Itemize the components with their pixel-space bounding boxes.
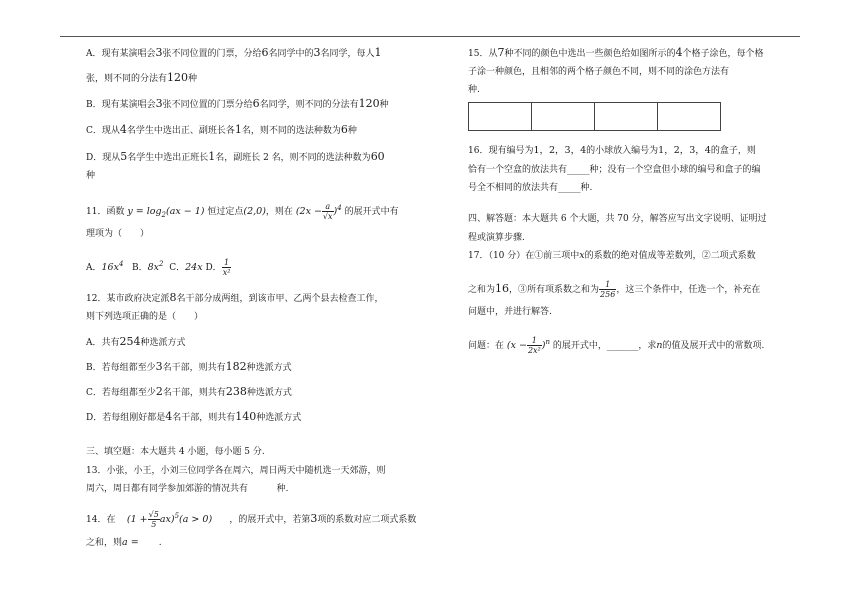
question-12-line2: 则下列选项正确的是（ ） bbox=[86, 312, 204, 322]
question-12-option-d: D．若每组刚好都是4名干部，则共有140种选派方式 bbox=[86, 410, 302, 423]
grid-cell bbox=[658, 103, 720, 130]
question-17-line2: 之和为16，③所有项系数之和为 $\frac{1}{256}$ ，这三个条件中，任选一个，补充在 bbox=[468, 280, 761, 299]
question-12-option-c: C．若每组都至少2名干部，则共有238种选派方式 bbox=[86, 385, 292, 398]
question-16-line3: 号全不相同的放法共有_____种. bbox=[468, 183, 593, 193]
question-14-line1: 14．在 (1 + $\frac{√5}{5}$ ax)$^5$(a > 0) ，的展开式中，若第3项的系数对应二项式系数 bbox=[86, 510, 417, 529]
question-16-line1: 16．现有编号为1，2，3，4的小球放入编号为1，2，3，4的盒子，则 bbox=[468, 145, 756, 156]
question-15-line1: 15．从7种不同的颜色中选出一些颜色给如图所示的4个格子涂色，每个格 bbox=[468, 46, 764, 59]
question-15-line2: 子涂一种颜色，且相邻的两个格子颜色不同，则不同的涂色方法有 bbox=[468, 67, 730, 77]
option-d-line1: D．现从5名学生中选出正班长1名，副班长 2 名，则不同的选法种数为60 bbox=[86, 150, 385, 163]
section-4-heading-line2: 程或演算步骤. bbox=[468, 233, 525, 243]
q17-expr-fraction: $\frac{1}{\text{2x²}}$ bbox=[527, 336, 541, 355]
grid-cell bbox=[469, 103, 532, 130]
question-17-line1: 17．（10 分）在①前三项中x的系数的绝对值成等差数列，②二项式系数 bbox=[468, 250, 756, 261]
q17-fraction: $\frac{1}{256}$ bbox=[600, 280, 616, 299]
section-4-heading-line1: 四、解答题：本大题共 6 个大题，共 70 分，解答应写出文字说明、证明过 bbox=[468, 214, 767, 224]
q14-fraction: $\frac{√5}{5}$ bbox=[148, 510, 159, 529]
coloring-grid bbox=[468, 102, 721, 131]
question-12-option-b: B．若每组都至少3名干部，则共有182种选派方式 bbox=[86, 360, 292, 373]
question-17-line3: 问题中，并进行解答. bbox=[468, 307, 552, 317]
question-14-line2: 之和，则a = . bbox=[86, 537, 162, 548]
question-15-line3: 种. bbox=[468, 85, 480, 95]
question-11-options: A．$16x^4$ B．$8x^2$ C．24x D． $\frac{1}{\text{x²}}$ bbox=[86, 258, 231, 277]
option-c: C．现从4名学生中选出正、副班长各1名，则不同的选法种数为6种 bbox=[86, 123, 357, 136]
grid-cell bbox=[532, 103, 595, 130]
question-12-line1: 12．某市政府决定派8名干部分成两组，到该市甲、乙两个县去检查工作， bbox=[86, 291, 384, 304]
option-a-line1: A．现有某演唱会3张不同位置的门票，分给6名同学中的3名同学，每人1 bbox=[86, 46, 382, 59]
q11-option-d-fraction: $\frac{1}{\text{x²}}$ bbox=[222, 258, 231, 277]
q11-fraction: $\frac{a}{√x}$ bbox=[322, 202, 333, 221]
question-17-line4: 问题：在 (x − $\frac{1}{\text{2x²}}$ )$^n$ 的展开式中，_______，求n的值及展开式中的常数项. bbox=[468, 336, 765, 355]
question-13-line2: 周六，周日都有同学参加郊游的情况共有 种. bbox=[86, 484, 289, 494]
option-b: B．现有某演唱会3张不同位置的门票分给6名同学，则不同的分法有120种 bbox=[86, 97, 389, 110]
question-12-option-a: A．共有254种选派方式 bbox=[86, 335, 186, 348]
grid-cell bbox=[595, 103, 658, 130]
question-16-line2: 恰有一个空盒的放法共有_____种；没有一个空盒但小球的编号和盒子的编 bbox=[468, 165, 761, 175]
question-11-line1: 11．函数 $y = \log_2(ax - 1)$ 恒过定点(2,0)，则在 (2x − $\frac{a}{√x}$ )$^4$ 的展开式中有 bbox=[86, 202, 399, 221]
option-d-line2: 种 bbox=[86, 171, 96, 181]
option-a-line2: 张，则不同的分法有120种 bbox=[86, 71, 198, 84]
header-rule bbox=[60, 36, 800, 37]
section-3-heading: 三、填空题：本大题共 4 小题，每小题 5 分. bbox=[86, 447, 265, 457]
question-13-line1: 13．小张，小王，小刘三位同学各在周六，周日两天中随机选一天郊游，则 bbox=[86, 466, 386, 476]
question-11-line2: 理项为（ ） bbox=[86, 229, 150, 239]
